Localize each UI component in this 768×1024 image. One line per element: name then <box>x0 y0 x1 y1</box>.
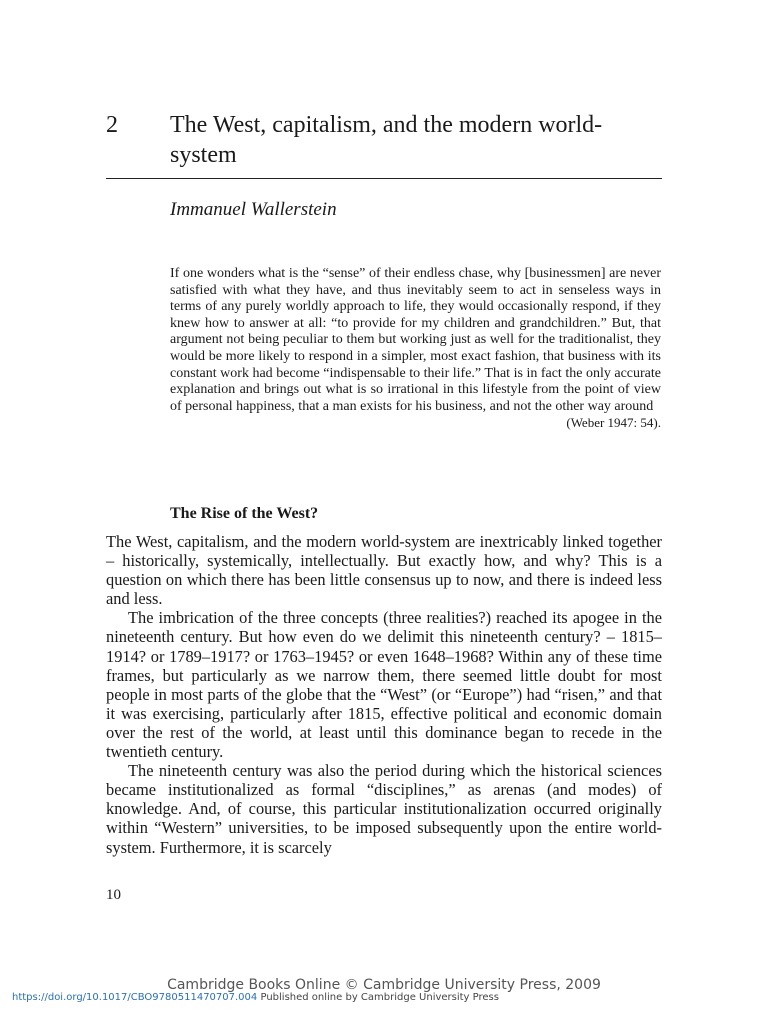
chapter-author: Immanuel Wallerstein <box>170 199 337 220</box>
chapter-number: 2 <box>106 112 118 138</box>
paragraph: The imbrication of the three concepts (three realities?) reached its apogee in the nineteenth century. But how even do we delimit this nineteenth century? – 1815–1914? or 1789–1917? or 1763–1945? or even 1648–1968? Within any of these time frames, but particularly as we narrow them, there seemed little doubt for most people in most parts of the globe that the “West” (or “Europe”) had “risen,” and that it was exercising, particularly after 1815, effective political and economic domain over the rest of the world, at least until this dominance began to recede in the twentieth century. <box>106 608 662 762</box>
body-text <box>106 532 662 857</box>
paragraph: The nineteenth century was also the period during which the historical sciences became institutionalized as formal “disciplines,” as arenas (and modes) of knowledge. And, of course, this particular institutionalization occurred originally within “Western” universities, to be imposed subsequently upon the entire world-system. Furthermore, it is scarcely <box>106 761 662 857</box>
chapter-title: The West, capitalism, and the modern world-system <box>170 112 603 168</box>
epigraph-text: If one wonders what is the “sense” of their endless chase, why [businessmen] are never satisfied with what they have, and thus inevitably seem to act in senseless ways in terms of any purely worldly approach to life, they would occasionally respond, if they knew how to answer at all: “to provide for my children and grandchildren.” But, that argument not being peculiar to them but working just as well for the traditionalist, they would be more likely to respond in a simpler, most exact fashion, that business with its constant work had become “indispensable to their life.” That is in fact the only accurate explanation and brings out what is so irrational in this lifestyle from the point of view of personal happiness, that a man exists for his business, and not the other way around <box>170 266 661 414</box>
epigraph <box>170 266 661 432</box>
footer-doi-line <box>12 992 499 1003</box>
doi-link[interactable]: https://doi.org/10.1017/CBO9780511470707.004 <box>12 992 258 1003</box>
epigraph-citation: (Weber 1947: 54). <box>566 415 661 431</box>
title-rule <box>106 178 662 179</box>
page-number: 10 <box>106 887 121 903</box>
paragraph: The West, capitalism, and the modern world-system are inextricably linked together – historically, systemically, intellectually. But exactly how, and why? This is a question on which there has been little consensus up to now, and there is indeed less and less. <box>106 532 662 609</box>
section-heading: The Rise of the West? <box>170 505 319 522</box>
footer-publisher: Cambridge Books Online © Cambridge University Press, 2009 <box>167 977 601 993</box>
published-note: Published online by Cambridge University Press <box>260 992 499 1003</box>
